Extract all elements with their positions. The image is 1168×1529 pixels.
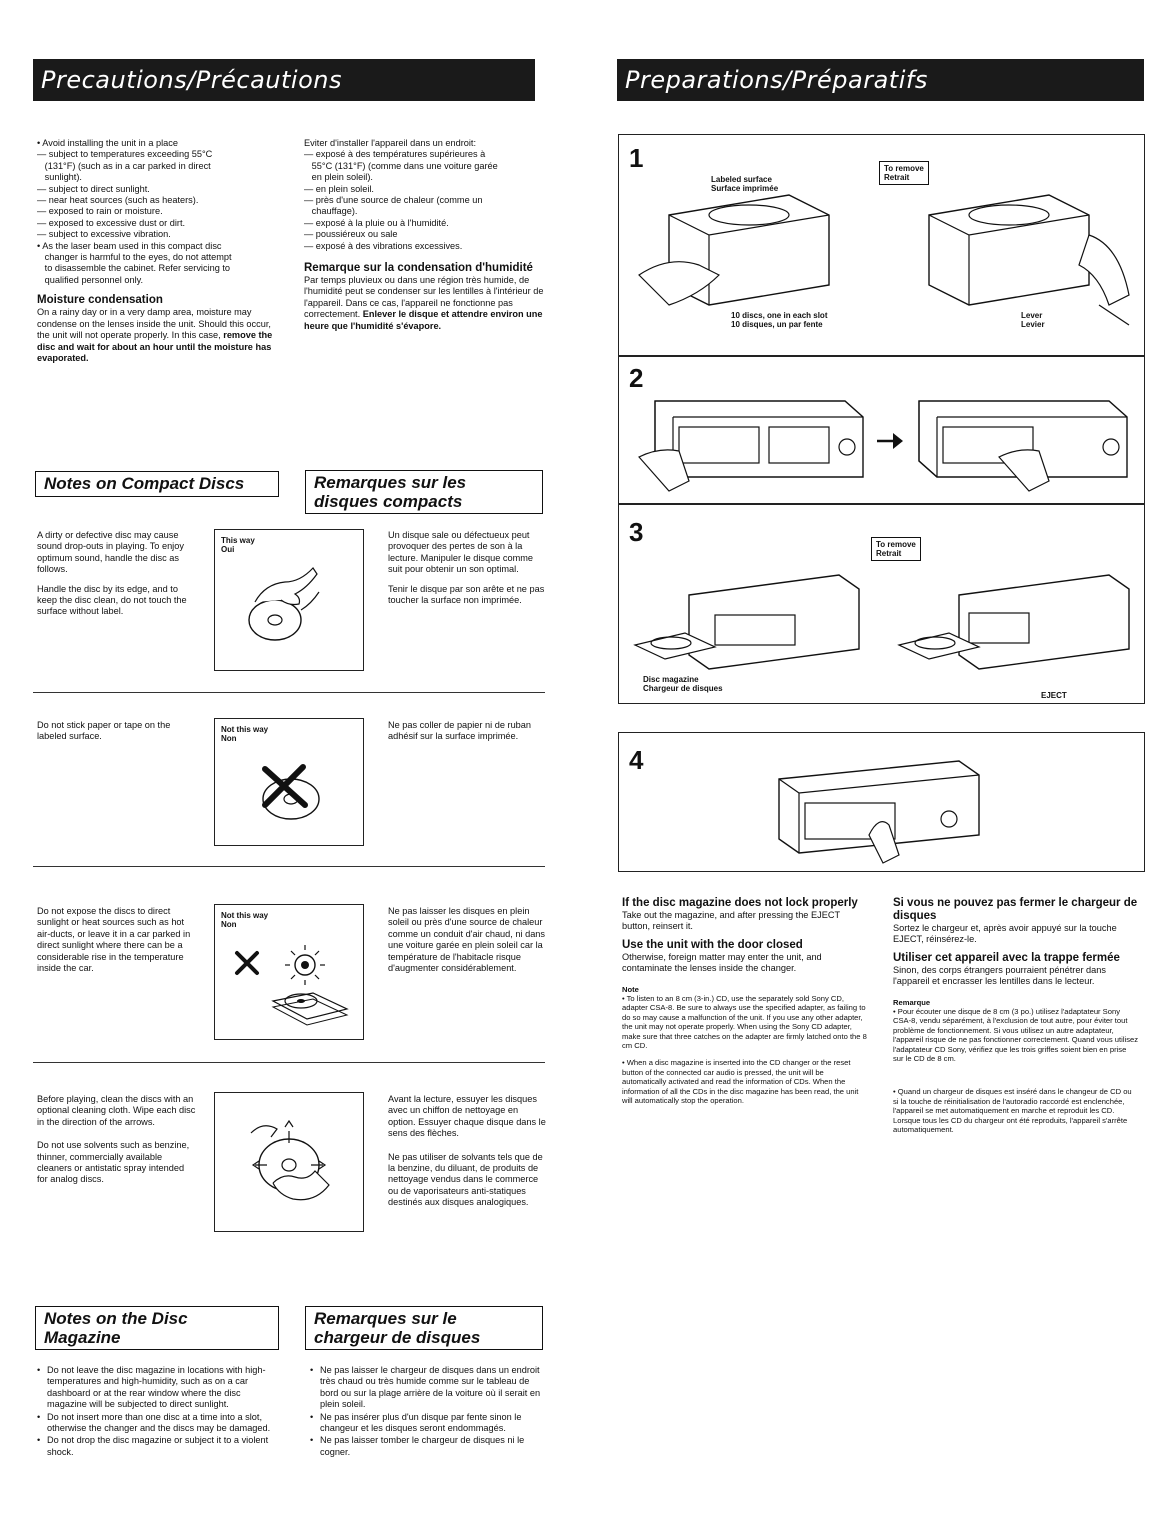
fermer-text: Sortez le chargeur et, après avoir appuyé sur la touche EJECT, réinsérez-le. <box>893 923 1117 945</box>
cd-row4-fr-b: Ne pas utiliser de solvants tels que de la benzine, du diluant, de produits de nettoyage vendus dans le commerce ou de vaporisateurs anti-statiques destinés aux disques analogiques. <box>388 1151 543 1208</box>
remarque-bold: Enlever le disque et attendre environ une heure que l'humidité s'évapore. <box>304 309 543 331</box>
bullet-icon: • <box>37 1435 41 1446</box>
cd-row4-en-a: Before playing, clean the discs with an optional cleaning cloth. Wipe each disc in the direction of the arrows. <box>37 1094 196 1127</box>
remarque-note-2: • Quand un chargeur de disques est inséré dans le changeur de CD ou si la touche de réinitialisation de l'autoradio raccordé est enclenchée, l'appareil se met automatiquement en marche et reproduit les CD. Lorsque tous les CD du chargeur ont été reproduits, l'appareil s'arrête automatiquement. <box>893 1087 1132 1135</box>
remarque-text: Par temps pluvieux ou dans une région très humide, de l'humidité peut se condenser sur les lentilles à l'intérieur de l'appareil. Dans ce cas, l'appareil ne fonctionne pas correctement. <box>304 275 544 320</box>
step4-number: 4 <box>629 745 644 775</box>
precaution-line: — exposed to rain or moisture. <box>37 206 163 217</box>
lock-text: Take out the magazine, and after pressing the EJECT button, reinsert it. <box>622 910 840 932</box>
to-remove-fr: Retrait <box>884 173 910 182</box>
cd-row4-fr-a: Avant la lecture, essuyer les disques avec un chiffon de nettoyage en option. Essuyer chaque disque dans le sens des flèches. <box>388 1094 546 1139</box>
bullet-icon: • <box>37 1365 41 1375</box>
cd-row4-en-b: Do not use solvents such as benzine, thinner, commercially available cleaners or antistatic spray intended for analog discs. <box>37 1140 190 1185</box>
notes-cd-heading-en <box>35 471 279 497</box>
lever-en: Lever <box>1021 311 1043 320</box>
precaution-line: chauffage). <box>304 206 358 217</box>
to-remove-en: To remove <box>876 540 916 549</box>
labeled-surface-en: Labeled surface <box>711 175 772 184</box>
list-item-text: Do not leave the disc magazine in locations with high-temperatures and high-humidity, such as on a car dashboard or at the rear window where the disc magazine will be subjected to direct sunlight. <box>47 1365 266 1410</box>
to-remove-en: To remove <box>884 164 924 173</box>
disc-with-tape-icon <box>215 719 363 845</box>
divider <box>33 866 545 867</box>
bullet-icon: • <box>310 1411 314 1422</box>
remarque-paragraph <box>304 275 544 332</box>
list-item <box>310 1365 548 1411</box>
bullet-icon: • <box>310 1365 314 1375</box>
troubleshoot-fr <box>893 897 1138 1135</box>
remarque-heading: Remarque sur la condensation d'humidité <box>304 262 533 275</box>
bullet-icon: • <box>37 1411 41 1422</box>
list-item-text: Ne pas laisser le chargeur de disques dans un endroit très chaud ou très humide comme sur le tableau de bord ou sur la plage arrière de la voiture où il serait en plein soleil. <box>320 1365 541 1410</box>
trappe-text: Sinon, des corps étrangers pourraient pénétrer dans l'appareil et encrasser les lentilles dans le lecteur. <box>893 964 1106 987</box>
note-2: • When a disc magazine is inserted into the CD changer or the reset button of the connected car audio is pressed, the unit will be automatically activated and read the information of CDs. When the information of all the CDs in the disc magazine has been read, the unit will automatically stop the operation. <box>622 1058 859 1106</box>
step4-panel <box>618 732 1145 872</box>
precaution-line: changer is harmful to the eyes, do not attempt <box>37 252 232 263</box>
precautions-fr <box>304 138 544 332</box>
step3-number: 3 <box>629 517 644 547</box>
step2-number: 2 <box>629 363 644 393</box>
eject-magazine-icon <box>619 535 1139 685</box>
list-item <box>310 1435 548 1458</box>
trappe-heading: Utiliser cet appareil avec la trappe fermée <box>893 951 1120 964</box>
precaution-line: en plein soleil). <box>304 172 373 183</box>
divider <box>33 1062 545 1063</box>
precaution-line: (131°F) (such as in a car parked in direct <box>37 160 211 171</box>
preparations-title: Preparations/Préparatifs <box>625 66 928 94</box>
precaution-line: — en plein soleil. <box>304 183 374 194</box>
notes-magazine-title-en-1: Notes on the Disc <box>44 1309 188 1328</box>
this-way-fr: Oui <box>221 545 235 554</box>
moisture-paragraph <box>37 307 282 364</box>
close-door-icon <box>619 739 1139 869</box>
cd-row1-en-a: A dirty or defective disc may cause sound drop-outs in playing. To enjoy optimum sound, handle the disc as follows. <box>37 530 184 575</box>
not-this-way-en: Not this way <box>221 911 269 920</box>
disc-magazine-label <box>643 675 723 693</box>
cd-row2-en <box>37 720 187 743</box>
precaution-line: — exposé à des températures supérieures à <box>304 149 486 160</box>
list-item-text: Ne pas laisser tomber le chargeur de disques ni le cogner. <box>320 1435 525 1457</box>
moisture-bold: remove the disc and wait for about an hour until the moisture has evaporated. <box>37 330 273 363</box>
not-this-way-fr: Non <box>221 734 237 743</box>
precaution-line: to disassemble the cabinet. Refer servicing to <box>37 263 231 274</box>
step3-panel <box>618 504 1145 704</box>
precautions-title: Precautions/Précautions <box>41 66 342 94</box>
precaution-line: — subject to excessive vibration. <box>37 229 171 240</box>
magazine-en-list <box>37 1365 282 1459</box>
precaution-line: — subject to temperatures exceeding 55°C <box>37 149 213 160</box>
cd-row1-en <box>37 530 187 618</box>
discs-label <box>731 311 827 329</box>
discs-in-sun-icon <box>215 905 363 1039</box>
cd-row4-fr <box>388 1094 548 1209</box>
cd-row3-en-text: Do not expose the discs to direct sunlight or heat sources such as hot air-ducts, or leave it in a car parked in direct sunlight where there can be a considerable rise in the temperature inside the car. <box>37 906 191 974</box>
not-this-way-fr: Non <box>221 920 237 929</box>
precaution-line: sunlight). <box>37 172 82 183</box>
this-way-en: This way <box>221 536 255 545</box>
precaution-line: — près d'une source de chaleur (comme un <box>304 195 483 206</box>
step1-number: 1 <box>629 143 644 173</box>
precaution-line: 55°C (131°F) (comme dans une voiture garée <box>304 160 498 171</box>
figure-this-way <box>214 529 364 671</box>
disc-magazine-en: Disc magazine <box>643 675 699 684</box>
notes-cd-heading-fr <box>305 470 543 514</box>
step1-panel <box>618 134 1145 356</box>
notes-cd-title-en: Notes on Compact Discs <box>44 474 245 493</box>
note-heading: Note <box>622 984 639 994</box>
precaution-line: qualified personnel only. <box>37 274 144 285</box>
labeled-surface-fr: Surface imprimée <box>711 184 779 193</box>
remarque-note-1: • Pour écouter une disque de 8 cm (3 po.) utilisez l'adaptateur Sony CSA-8, vendu séparément, à l'exclusion de tout autre, pour éviter tout problème de fonctionnement. Si vous utilisez un autre adaptateur, l'appareil risque de ne pas fonctionner correctement. Quand vous utilisez l'adaptateur CD Sony, vérifiez que les trois griffes soient bien en prise sur le CD de 8 cm. <box>893 1007 1139 1064</box>
note-1: • To listen to an 8 cm (3-in.) CD, use the separately sold Sony CD, adapter CSA-8. Be sure to always use the specified adapter, as failing to do so may cause a malfunction of the unit. If you use any other adapter, the unit may not operate properly. When using the Sony CD adapter, make sure that three catches on the adapter are firmly latched onto the 8 cm CD. <box>622 994 867 1051</box>
door-heading: Use the unit with the door closed <box>622 938 803 951</box>
figure-not-this-way-tape <box>214 718 364 846</box>
precaution-line: — exposé à la pluie ou à l'humidité. <box>304 217 449 228</box>
cd-row2-fr-text: Ne pas coller de papier ni de ruban adhésif sur la surface imprimée. <box>388 720 532 742</box>
notes-cd-title-fr: Remarques sur les disques compacts <box>314 473 467 511</box>
fermer-heading: Si vous ne pouvez pas fermer le chargeur de disques <box>893 897 1138 922</box>
list-item <box>37 1365 282 1411</box>
notes-magazine-heading-fr <box>305 1306 543 1350</box>
preparations-banner <box>617 59 1144 101</box>
precaution-line: — poussiéreux ou sale <box>304 229 398 240</box>
step2-panel <box>618 356 1145 504</box>
list-item <box>310 1412 548 1435</box>
precaution-line: Eviter d'installer l'appareil dans un endroit: <box>304 138 477 148</box>
precaution-line: — subject to direct sunlight. <box>37 183 150 194</box>
remarque-note-heading: Remarque <box>893 997 931 1007</box>
moisture-heading: Moisture condensation <box>37 294 163 307</box>
disc-magazine-loading-icon <box>619 175 1139 345</box>
notes-magazine-heading-en <box>35 1306 279 1350</box>
to-remove-fr: Retrait <box>876 549 902 558</box>
precaution-line: — near heat sources (such as heaters). <box>37 195 199 206</box>
cd-row1-fr-b: Tenir le disque par son arête et ne pas toucher la surface non imprimée. <box>388 583 545 606</box>
cd-row2-fr <box>388 720 548 743</box>
lock-heading: If the disc magazine does not lock properly <box>622 897 858 909</box>
cd-row3-fr <box>388 906 548 974</box>
precautions-banner <box>33 59 535 101</box>
lever-fr: Levier <box>1021 320 1045 329</box>
precaution-line: — exposé à des vibrations excessives. <box>304 240 463 251</box>
lever-label <box>1021 311 1045 329</box>
eject-label: EJECT <box>1041 691 1067 700</box>
cd-row1-en-b: Handle the disc by its edge, and to keep the disc clean, do not touch the surface without label. <box>37 583 187 617</box>
precautions-fr-list <box>304 138 544 252</box>
precautions-en-list <box>37 138 282 286</box>
precautions-en <box>37 138 282 364</box>
cd-row1-fr <box>388 530 548 606</box>
list-item-text: Ne pas insérer plus d'un disque par fente sinon le changeur et les disques seront endommagés. <box>320 1411 522 1434</box>
precaution-line: • Avoid installing the unit in a place <box>37 138 178 148</box>
door-text: Otherwise, foreign matter may enter the unit, and contaminate the lenses inside the changer. <box>622 951 822 974</box>
insert-magazine-icon <box>619 361 1139 501</box>
cd-row3-en <box>37 906 197 974</box>
cleaning-disc-icon <box>215 1093 363 1231</box>
moisture-text: On a rainy day or in a very damp area, moisture may condense on the lenses inside the unit. Should this occur, the unit will not operate properly. In this case, <box>37 307 271 341</box>
divider <box>33 692 545 693</box>
list-item <box>37 1435 282 1458</box>
disc-magazine-fr: Chargeur de disques <box>643 684 723 693</box>
not-this-way-en: Not this way <box>221 725 269 734</box>
precaution-line: — exposed to excessive dust or dirt. <box>37 217 186 228</box>
list-item <box>37 1412 282 1435</box>
notes-magazine-title-fr-1: Remarques sur le <box>314 1309 457 1328</box>
hand-holding-disc-icon <box>215 530 363 670</box>
cd-row3-fr-text: Ne pas laisser les disques en plein soleil ou près d'une source de chaleur comme un conduit d'air chaud, ni dans une voiture garée en plein soleil car la température de l'habitacle risque d'augmenter considérablement. <box>388 906 546 974</box>
magazine-fr-list <box>310 1365 548 1459</box>
cd-row1-fr-a: Un disque sale ou défectueux peut provoquer des pertes de son à la lecture. Manipuler le disque comme suit pour obtenir un son optimal. <box>388 530 534 575</box>
notes-magazine-title-fr-2: chargeur de disques <box>314 1328 481 1347</box>
notes-magazine-title-en-2: Magazine <box>44 1328 121 1347</box>
bullet-icon: • <box>310 1435 314 1446</box>
figure-cleaning-disc <box>214 1092 364 1232</box>
cd-row4-en <box>37 1094 197 1186</box>
discs-en: 10 discs, one in each slot <box>731 311 828 320</box>
precaution-line: • As the laser beam used in this compact disc <box>37 240 222 251</box>
discs-fr: 10 disques, un par fente <box>731 320 823 329</box>
list-item-text: Do not drop the disc magazine or subject it to a violent shock. <box>47 1435 269 1457</box>
troubleshoot-en <box>622 897 867 1106</box>
list-item-text: Do not insert more than one disc at a time into a slot, otherwise the changer and the discs may be damaged. <box>47 1411 271 1434</box>
figure-not-this-way-sun <box>214 904 364 1040</box>
cd-row2-en-text: Do not stick paper or tape on the labeled surface. <box>37 720 171 742</box>
